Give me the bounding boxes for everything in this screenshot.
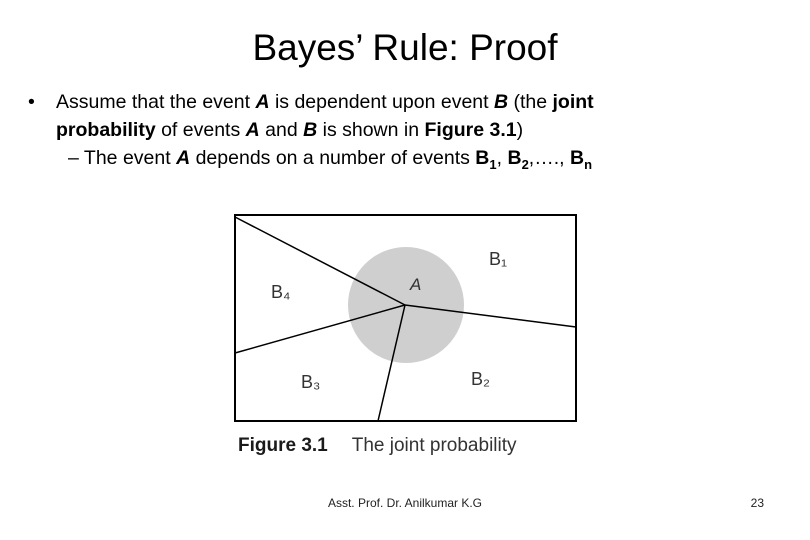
- separator: ,: [496, 147, 508, 169]
- venn-diagram: [233, 213, 578, 423]
- event-a: A: [255, 91, 270, 113]
- footer-credit: Asst. Prof. Dr. Anilkumar K.G: [327, 496, 483, 510]
- event-b: B: [303, 119, 318, 141]
- bullet-text: Assume that the event: [56, 91, 256, 113]
- event-b: B: [493, 91, 509, 113]
- figure-reference: Figure 3.1: [424, 119, 517, 141]
- slide-title: Bayes’ Rule: Proof: [252, 27, 558, 68]
- sub-bullet-text: The event: [78, 147, 177, 169]
- figure-caption-text: The joint probability: [351, 435, 517, 456]
- bullet-list: [28, 88, 798, 179]
- label-b1: B₁: [489, 249, 508, 269]
- bullet-item: [28, 88, 798, 116]
- label-b4: B₄: [271, 282, 291, 302]
- bullet-marker: •: [28, 91, 35, 113]
- bullet-text: is dependent upon event: [269, 91, 494, 113]
- bullet-text: ): [516, 119, 524, 141]
- label-a: A: [410, 275, 422, 294]
- joint-term: joint: [552, 91, 594, 113]
- event-bn: $B_n$: [569, 147, 593, 172]
- event-b2: $B_2$: [507, 147, 529, 172]
- probability-term: probability: [56, 119, 156, 141]
- event-a: A: [245, 119, 260, 141]
- sub-bullet-text: depends on a number of events: [190, 147, 476, 169]
- page-number: 23: [750, 496, 764, 510]
- event-b1: $B_1$: [475, 147, 497, 172]
- figure-number: Figure 3.1: [238, 435, 328, 456]
- label-b3: B₃: [301, 372, 321, 392]
- sub-bullet-dash: –: [68, 147, 79, 169]
- bullet-text: and: [259, 119, 304, 141]
- label-b2: B₂: [471, 369, 490, 389]
- bullet-text: of events: [155, 119, 246, 141]
- bullet-text: (the: [508, 91, 553, 113]
- event-a: A: [176, 147, 191, 169]
- figure-caption: [238, 433, 517, 459]
- bullet-text: is shown in: [317, 119, 425, 141]
- ellipsis: ,….,: [528, 147, 570, 169]
- sub-bullet-item: [28, 144, 798, 179]
- bullet-continuation: [28, 116, 798, 144]
